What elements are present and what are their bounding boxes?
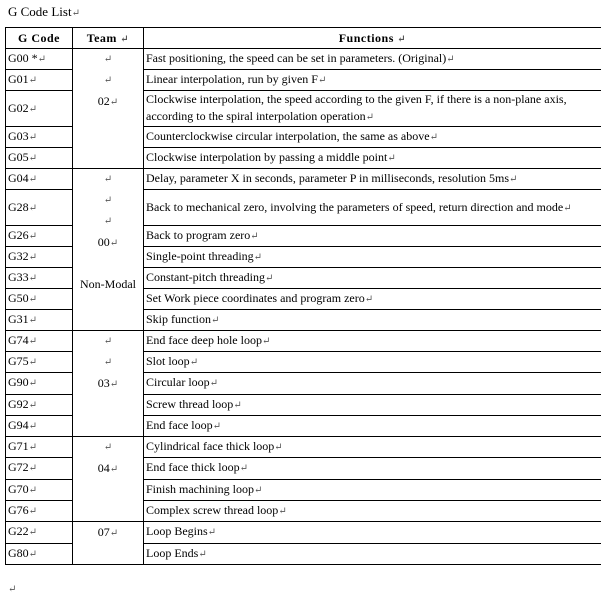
paragraph-mark-icon: ↵ <box>28 484 38 496</box>
paragraph-mark-icon: ↵ <box>28 202 38 214</box>
paragraph-mark-icon: ↵ <box>28 273 38 284</box>
g-code-cell: G80↵ <box>6 543 73 565</box>
paragraph-mark-icon: ↵ <box>37 54 47 65</box>
paragraph-mark-icon: ↵ <box>28 153 38 164</box>
g-code-cell: G02↵ <box>6 91 73 127</box>
g-code-cell: G01↵ <box>6 70 73 91</box>
paragraph-mark-icon: ↵ <box>250 231 259 242</box>
g-code-cell: G75↵ <box>6 352 73 373</box>
paragraph-mark-icon: ↵ <box>103 216 113 227</box>
function-cell: Linear interpolation, run by given F↵ <box>144 70 601 91</box>
paragraph-mark-icon: ↵ <box>239 463 249 475</box>
paragraph-mark-icon: ↵ <box>233 399 242 411</box>
paragraph-mark-icon: ↵ <box>103 174 113 185</box>
paragraph-mark-icon: ↵ <box>209 378 219 390</box>
function-cell: Single-point threading↵ <box>144 247 601 268</box>
g-code-cell: G71↵ <box>6 437 73 458</box>
function-cell: Loop Ends↵ <box>144 543 601 565</box>
function-cell: Set Work piece coordinates and program zero↵ <box>144 289 601 310</box>
title-text: G Code List <box>8 4 72 19</box>
table-row <box>6 169 601 190</box>
paragraph-mark-icon: ↵ <box>28 315 38 326</box>
g-code-cell: G90↵ <box>6 373 73 394</box>
paragraph-mark-icon: ↵ <box>103 336 113 347</box>
team-number: 03 <box>97 376 110 390</box>
g-code-cell: G76↵ <box>6 500 73 521</box>
g-code-cell: G33↵ <box>6 268 73 289</box>
paragraph-mark-icon: ↵ <box>509 174 518 185</box>
paragraph-mark-icon: ↵ <box>189 357 199 369</box>
g-code-cell: G26↵ <box>6 226 73 247</box>
page-title <box>8 4 80 22</box>
paragraph-mark-icon: ↵ <box>211 315 220 326</box>
paragraph-mark-icon: ↵ <box>28 336 38 348</box>
g-code-cell: G28↵ <box>6 190 73 226</box>
paragraph-mark-icon: ↵ <box>253 252 263 263</box>
paragraph-mark-icon: ↵ <box>28 252 38 263</box>
paragraph-mark-icon: ↵ <box>387 153 396 164</box>
function-cell: Clockwise interpolation, the speed according to the given F, if there is a non-plane axis, according to the spiral interpolation operation↵ <box>144 91 601 127</box>
paragraph-mark-icon: ↵ <box>28 103 38 115</box>
function-cell: Clockwise interpolation by passing a middle point↵ <box>144 148 601 169</box>
g-code-cell: G32↵ <box>6 247 73 268</box>
paragraph-mark-icon: ↵ <box>28 463 38 475</box>
paragraph-mark-icon: ↵ <box>28 378 38 390</box>
g-code-table <box>5 27 601 565</box>
g-code-cell: G92↵ <box>6 394 73 415</box>
function-cell: Back to program zero↵ <box>144 226 601 247</box>
header-functions: Functions ↵ <box>144 28 601 49</box>
paragraph-mark-icon: ↵ <box>563 202 572 214</box>
paragraph-mark-icon: ↵ <box>28 420 38 432</box>
paragraph-mark-icon: ↵ <box>71 8 80 19</box>
team-number: 07 <box>97 525 110 539</box>
paragraph-mark-icon: ↵ <box>254 484 263 496</box>
g-code-cell: G05↵ <box>6 148 73 169</box>
paragraph-mark-icon: ↵ <box>103 54 113 65</box>
g-code-cell: G00 *↵ <box>6 49 73 70</box>
paragraph-mark-icon: ↵ <box>103 195 113 206</box>
paragraph-mark-icon: ↵ <box>28 505 38 517</box>
function-cell: Circular loop↵ <box>144 373 601 394</box>
paragraph-mark-icon: ↵ <box>28 548 38 560</box>
paragraph-mark-icon: ↵ <box>278 505 287 517</box>
table-header-row <box>6 28 601 49</box>
team-cell: ↵ ↵ 02↵ <box>73 49 144 169</box>
paragraph-mark-icon: ↵ <box>198 548 207 560</box>
paragraph-mark-icon: ↵ <box>207 527 217 539</box>
team-cell: ↵ ↵ 03↵ <box>73 331 144 437</box>
team-cell: ↵ 04↵ <box>73 437 144 522</box>
paragraph-mark-icon: ↵ <box>103 75 113 86</box>
table-row <box>6 49 601 70</box>
paragraph-mark-icon: ↵ <box>28 174 38 185</box>
team-number: 02 <box>97 94 110 108</box>
g-code-cell: G03↵ <box>6 127 73 148</box>
table-row <box>6 522 601 544</box>
function-cell: Screw thread loop↵ <box>144 394 601 415</box>
paragraph-mark-icon: ↵ <box>429 132 438 143</box>
header-team: Team ↵ <box>73 28 144 49</box>
function-cell: End face deep hole loop↵ <box>144 331 601 352</box>
paragraph-mark-icon: ↵ <box>212 420 222 432</box>
table-row <box>6 437 601 458</box>
function-cell: Skip function↵ <box>144 310 601 331</box>
paragraph-mark-icon: ↵ <box>264 273 274 284</box>
team-number: 00 <box>97 235 110 249</box>
header-g-code: G Code <box>6 28 73 49</box>
paragraph-mark-icon: ↵ <box>28 294 38 305</box>
paragraph-mark-icon: ↵ <box>28 442 38 454</box>
g-code-cell: G04↵ <box>6 169 73 190</box>
function-cell: Loop Begins↵ <box>144 522 601 544</box>
paragraph-mark-icon: ↵ <box>365 112 374 123</box>
g-code-cell: G70↵ <box>6 479 73 500</box>
table-body <box>6 49 601 565</box>
paragraph-mark-icon: ↵ <box>103 357 113 368</box>
g-code-cell: G22↵ <box>6 522 73 544</box>
team-number: 04 <box>97 461 110 475</box>
function-cell: Delay, parameter X in seconds, parameter P in milliseconds, resolution 5ms↵ <box>144 169 601 190</box>
paragraph-mark-icon: ↵ <box>28 75 38 86</box>
paragraph-mark-icon: ↵ <box>28 132 38 143</box>
paragraph-mark-icon: ↵ <box>364 294 374 305</box>
team-extra: Non-Modal <box>80 277 136 291</box>
function-cell: Constant-pitch threading↵ <box>144 268 601 289</box>
function-cell: Slot loop↵ <box>144 352 601 373</box>
team-cell: ↵ ↵ ↵ 00↵ Non-Modal <box>73 169 144 331</box>
team-cell: 07↵ <box>73 522 144 565</box>
paragraph-mark-icon: ↵ <box>274 442 283 454</box>
paragraph-mark-icon: ↵ <box>103 442 113 453</box>
function-cell: Finish machining loop↵ <box>144 479 601 500</box>
paragraph-mark-icon: ↵ <box>446 54 455 65</box>
paragraph-mark-icon: ↵ <box>28 399 38 411</box>
function-cell: Counterclockwise circular interpolation, the same as above↵ <box>144 127 601 148</box>
function-cell: End face loop↵ <box>144 415 601 436</box>
paragraph-mark-icon: ↵ <box>28 231 38 242</box>
function-cell: Cylindrical face thick loop↵ <box>144 437 601 458</box>
function-cell: Back to mechanical zero, involving the parameters of speed, return direction and mode↵ <box>144 190 601 226</box>
g-code-cell: G72↵ <box>6 458 73 479</box>
paragraph-mark-icon: ↵ <box>317 75 327 86</box>
g-code-cell: G31↵ <box>6 310 73 331</box>
function-cell: End face thick loop↵ <box>144 458 601 479</box>
paragraph-mark-icon: ↵ <box>261 336 271 348</box>
function-cell: Complex screw thread loop↵ <box>144 500 601 521</box>
g-code-cell: G50↵ <box>6 289 73 310</box>
g-code-cell: G94↵ <box>6 415 73 436</box>
function-cell: Fast positioning, the speed can be set in parameters. (Original)↵ <box>144 49 601 70</box>
table-row <box>6 331 601 352</box>
trailing-paragraph-mark-icon: ↵ <box>8 584 17 595</box>
paragraph-mark-icon: ↵ <box>28 527 38 539</box>
g-code-cell: G74↵ <box>6 331 73 352</box>
paragraph-mark-icon: ↵ <box>28 357 38 369</box>
